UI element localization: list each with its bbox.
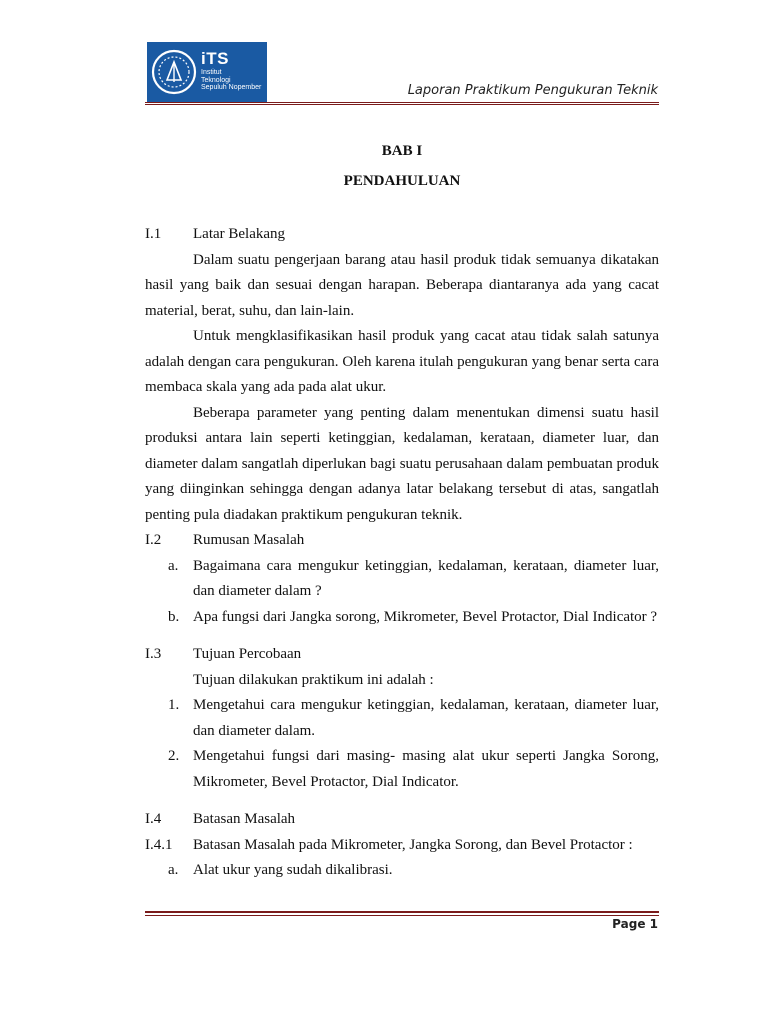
section-number: I.2 <box>145 532 162 548</box>
list-item: 1. Mengetahui cara mengukur ketinggian, kedalaman, kerataan, diameter luar, dan diameter dalam. <box>168 697 659 739</box>
logo-wordmark: iTS <box>201 49 229 68</box>
list-item: a. Bagaimana cara mengukur ketinggian, kedalaman, kerataan, diameter luar, dan diameter dalam ? <box>168 557 659 599</box>
section-number: I.4 <box>145 811 162 827</box>
footer-rule <box>145 911 659 913</box>
list-item: b. Apa fungsi dari Jangka sorong, Mikrometer, Bevel Protactor, Dial Indicator ? <box>168 608 658 625</box>
header-title: Laporan Praktikum Pengukuran Teknik <box>407 83 658 98</box>
subsection-number: I.4.1 <box>145 836 173 853</box>
section-number: I.1 <box>145 226 162 242</box>
limitation-list <box>168 858 659 884</box>
section-heading <box>145 528 659 554</box>
document-body <box>145 136 659 884</box>
section-title: Tujuan Percobaan <box>193 646 302 662</box>
paragraph: Dalam suatu pengerjaan barang atau hasil produk tidak semuanya dikatakan hasil yang baik dan sesuai dengan harapan. Beberapa diantaranya ada yang cacat material, berat, suhu, dan lain-lain. <box>145 251 659 319</box>
header-rule <box>145 102 659 103</box>
section-intro: Tujuan dilakukan praktikum ini adalah : <box>193 671 434 688</box>
list-item: 2. Mengetahui fungsi dari masing- masing alat ukur seperti Jangka Sorong, Mikrometer, Bevel Protactor, Dial Indicator. <box>168 748 659 790</box>
logo-subtext: Institut Teknologi Sepuluh Nopember <box>201 69 262 91</box>
its-emblem-icon <box>147 42 199 102</box>
paragraph: Untuk mengklasifikasikan hasil produk yang cacat atau tidak salah satunya adalah dengan cara pengukuran. Oleh karena itulah pengukuran yang benar serta cara membaca skala yang ada pada alat ukur. <box>145 328 659 395</box>
chapter-title: PENDAHULUAN <box>343 173 461 189</box>
header-rule-thin <box>145 104 659 105</box>
subsection-heading <box>145 833 659 859</box>
objective-list <box>168 693 659 795</box>
section-title: Latar Belakang <box>193 226 286 242</box>
its-logo <box>147 42 267 102</box>
footer-rule-thin <box>145 915 659 916</box>
section-heading <box>145 642 659 668</box>
problem-list <box>168 554 659 631</box>
section-title: Batasan Masalah <box>193 811 296 827</box>
section-number: I.3 <box>145 646 162 662</box>
section-heading <box>145 222 659 248</box>
page-number: Page 1 <box>612 917 658 931</box>
subsection-title: Batasan Masalah pada Mikrometer, Jangka Sorong, dan Bevel Protactor : <box>193 836 633 853</box>
chapter-label: BAB I <box>381 143 423 159</box>
section-title: Rumusan Masalah <box>193 532 305 548</box>
paragraph: Beberapa parameter yang penting dalam menentukan dimensi suatu hasil produksi antara lain seperti ketinggian, kedalaman, kerataan, diameter luar, dan diameter dalam sangatlah diperlukan bagi suatu perusahaan dalam pembuatan produk yang diinginkan sehingga dengan adanya latar belakang tersebut di atas, sangatlah penting pula diadakan praktikum pengukuran teknik. <box>145 404 659 523</box>
section-heading <box>145 807 659 833</box>
list-item: a. Alat ukur yang sudah dikalibrasi. <box>168 862 393 878</box>
